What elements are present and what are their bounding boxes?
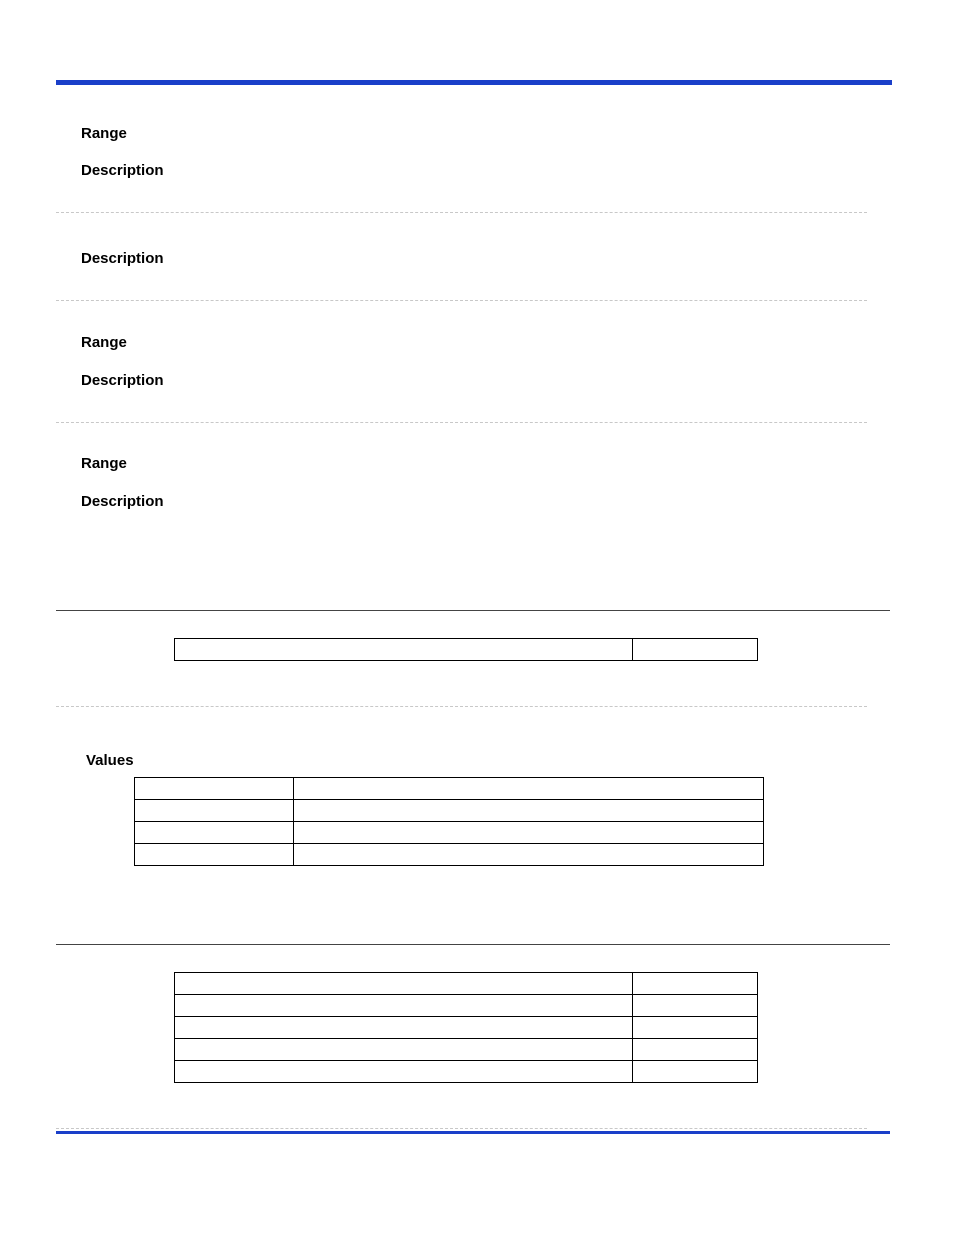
table-cell	[175, 1039, 633, 1061]
range-label: Range	[81, 455, 127, 472]
range-label: Range	[81, 334, 127, 351]
table-row	[135, 800, 764, 822]
description-label: Description	[81, 250, 164, 267]
table-cell	[633, 1017, 758, 1039]
table-cell	[175, 973, 633, 995]
table-cell	[633, 995, 758, 1017]
table-row	[175, 973, 758, 995]
footer-rule	[56, 1131, 890, 1134]
section-divider	[56, 706, 867, 707]
description-label: Description	[81, 372, 164, 389]
table-row	[135, 822, 764, 844]
table-cell	[633, 1039, 758, 1061]
table-cell	[175, 1017, 633, 1039]
table-row	[135, 778, 764, 800]
values-table	[134, 777, 764, 866]
section-divider	[56, 422, 867, 423]
table-row	[175, 1017, 758, 1039]
description-label: Description	[81, 162, 164, 179]
table-cell	[294, 822, 764, 844]
header-rule	[56, 80, 892, 85]
table-cell	[135, 822, 294, 844]
table-cell	[135, 800, 294, 822]
section-divider	[56, 212, 867, 213]
table-cell	[633, 973, 758, 995]
syntax-table	[174, 638, 758, 661]
table-cell	[175, 995, 633, 1017]
table-cell	[294, 800, 764, 822]
table-cell	[135, 844, 294, 866]
table-cell	[175, 1061, 633, 1083]
table-cell	[135, 778, 294, 800]
values-label: Values	[86, 752, 134, 769]
table-row	[175, 639, 758, 661]
example-table	[174, 972, 758, 1083]
table-cell	[175, 639, 633, 661]
table-cell	[294, 844, 764, 866]
section-rule	[56, 944, 890, 945]
section-divider	[56, 1128, 867, 1129]
range-label: Range	[81, 125, 127, 142]
table-row	[135, 844, 764, 866]
table-row	[175, 995, 758, 1017]
table-row	[175, 1061, 758, 1083]
table-cell	[633, 639, 758, 661]
description-label: Description	[81, 493, 164, 510]
section-rule	[56, 610, 890, 611]
section-divider	[56, 300, 867, 301]
table-row	[175, 1039, 758, 1061]
table-cell	[633, 1061, 758, 1083]
table-cell	[294, 778, 764, 800]
